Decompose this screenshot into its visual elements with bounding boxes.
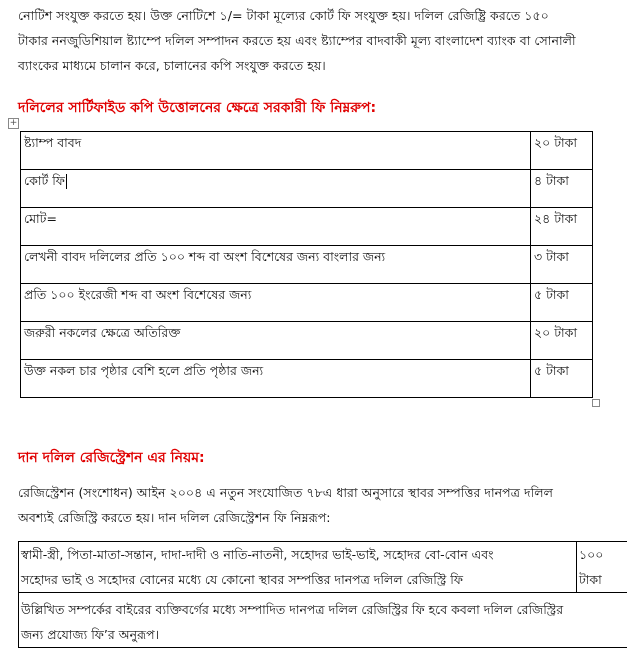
gift-other-line-2: জন্য প্রযোজ্য ফি’র অনুরূপ। [21, 627, 160, 642]
gift-deed-heading: দান দলিল রেজিস্ট্রেশন এর নিয়ম: [18, 450, 205, 466]
table-resize-handle[interactable] [592, 399, 600, 407]
intro-line-1: নোটিশ সংযুক্ত করতে হয়। উক্ত নোটিশে ১/= টাকা মূল্যের কোর্ট ফি সংযুক্ত হয়। দলিল রেজিষ্ট্রি করতে ১৫০ [18, 8, 549, 23]
fee-item-cell: ষ্ট্যাম্প বাবদ [21, 132, 531, 170]
fee-item-cell: লেখনী বাবদ দলিলের প্রতি ১০০ শব্দ বা অংশ বিশেষের জন্য বাংলার জন্য [21, 246, 531, 284]
gift-other-line-1: উল্লিখিত সম্পর্কের বাইরের ব্যক্তিবর্গের মধ্যে সম্পাদিত দানপত্র দলিল রেজিস্ট্রির ফি হবে কবলা দলিল রেজিস্ট্রির [21, 602, 564, 617]
fee-amount-cell: ২০ টাকা [531, 322, 593, 360]
table-move-handle-icon[interactable]: + [9, 118, 18, 128]
gift-amount-unit: টাকা [579, 572, 602, 587]
table-row [21, 322, 593, 360]
table-row [19, 593, 627, 648]
fee-amount-cell: ২০ টাকা [531, 132, 593, 170]
intro-paragraph [18, 3, 624, 78]
gift-relation-line-1: স্বামী-স্ত্রী, পিতা-মাতা-সন্তান, দাদা-দাদী ও নাতি-নাতনী, সহোদর ভাই-ভাই, সহোদর বো-বোন এবং [21, 547, 494, 562]
fee-amount-cell: ৪ টাকা [531, 170, 593, 208]
fee-item-cell: জরুরী নকলের ক্ষেত্রে অতিরিক্ত [21, 322, 531, 360]
gift-amount-cell [577, 542, 627, 593]
gift-line-2: অবশ্যই রেজিস্ট্রি করতে হয়। দান দলিল রেজিস্ট্রেশন ফি নিম্নরূপ: [18, 510, 331, 525]
gift-relation-line-2: সহোদর ভাই ও সহোদর বোনের মধ্যে যে কোনো স্থাবর সম্পত্তির দানপত্র দলিল রেজিস্ট্রি ফি [21, 572, 463, 587]
intro-line-2: টাকার ননজুডিশিয়াল ষ্ট্যাম্পে দলিল সম্পাদন করতে হয় এবং ষ্ট্যাম্পের বাদবাকী মূল্য বাংলাদেশ ব্যাংক বা সোনালী [18, 33, 576, 48]
table-row [21, 284, 593, 322]
gift-other-cell [19, 593, 627, 648]
table-row [21, 360, 593, 398]
gift-line-1: রেজিস্ট্রেশন (সংশোধন) আইন ২০০৪ এ নতুন সংযোজিত ৭৮এ ধারা অনুসারে স্থাবর সম্পত্তির দানপত্র দলিল [18, 485, 553, 500]
fee-item-cell[interactable] [21, 170, 531, 208]
table-row [21, 132, 593, 170]
gift-deed-fee-table [18, 541, 627, 648]
fee-amount-cell: ৫ টাকা [531, 284, 593, 322]
gift-relation-cell [19, 542, 577, 593]
certified-copy-fee-heading: দলিলের সার্টিফাইড কপি উত্তোলনের ক্ষেত্রে সরকারী ফি নিম্নরুপ: [18, 100, 377, 116]
fee-item-cell: মোট= [21, 208, 531, 246]
fee-item-cell: উক্ত নকল চার পৃষ্ঠার বেশি হলে প্রতি পৃষ্ঠার জন্য [21, 360, 531, 398]
intro-line-3: ব্যাংকের মাধ্যমে চালান করে, চালানের কপি সংযুক্ত করতে হয়। [18, 58, 326, 73]
gift-amount-value: ১০০ [579, 547, 604, 562]
certified-copy-fee-table [20, 131, 593, 398]
table-row [21, 246, 593, 284]
fee-item-cell: প্রতি ১০০ ইংরেজী শব্দ বা অংশ বিশেষের জন্য [21, 284, 531, 322]
fee-amount-cell: ২৪ টাকা [531, 208, 593, 246]
fee-amount-cell: ৩ টাকা [531, 246, 593, 284]
table-row [21, 170, 593, 208]
table-row [19, 542, 627, 593]
fee-item-text: কোর্ট ফি [24, 173, 65, 188]
table-row [21, 208, 593, 246]
text-cursor [66, 174, 67, 189]
gift-deed-paragraph [18, 480, 624, 530]
fee-amount-cell: ৫ টাকা [531, 360, 593, 398]
